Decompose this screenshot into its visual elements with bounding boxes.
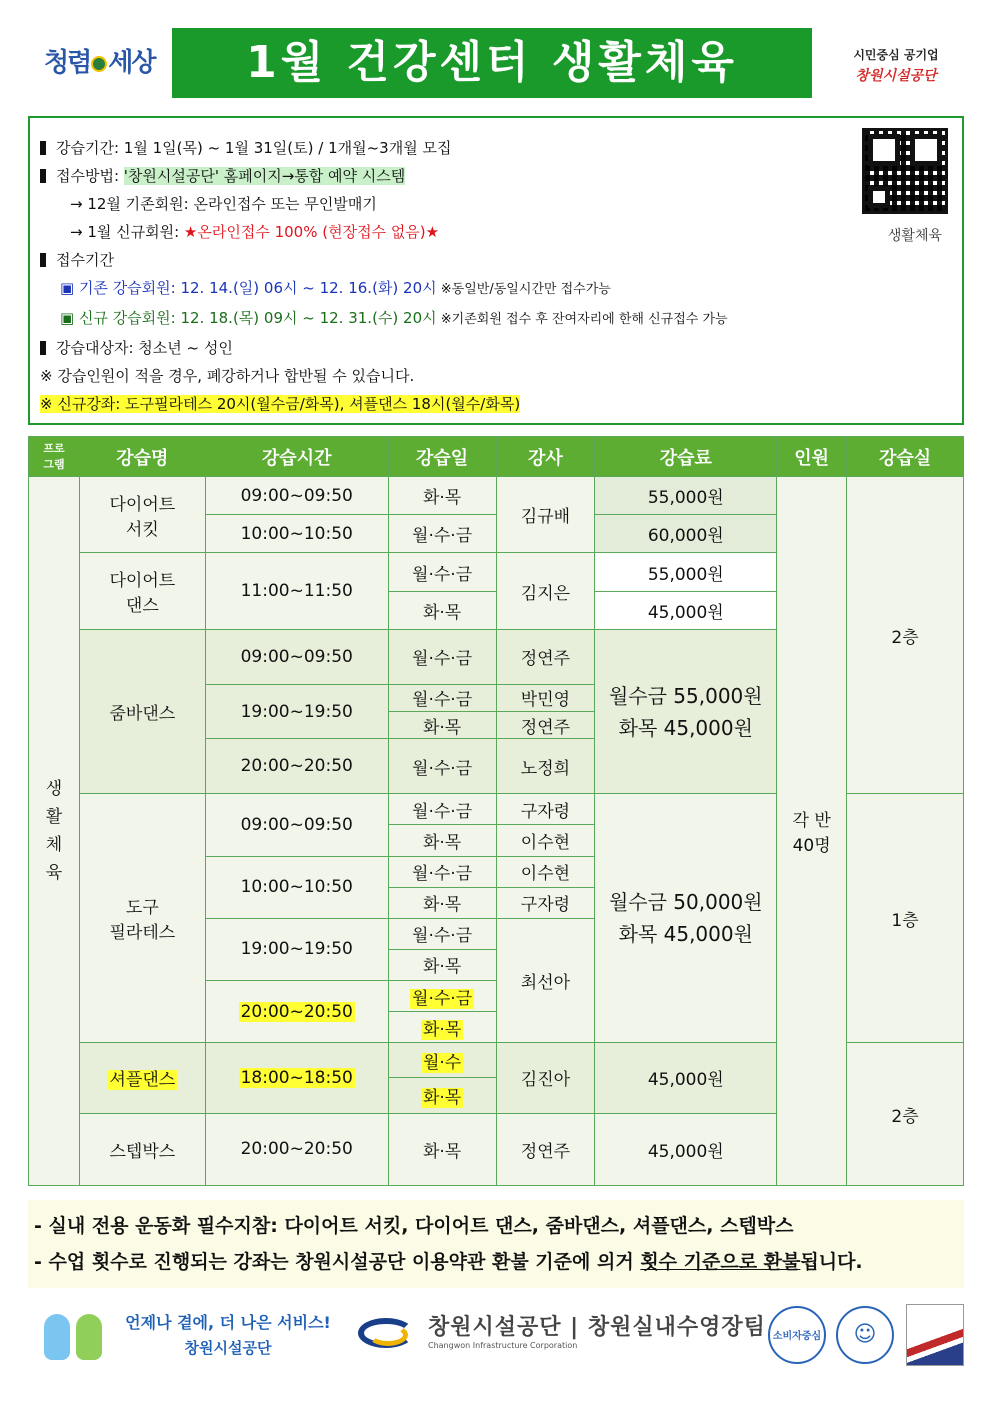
class-time: 19:00~19:50 bbox=[205, 684, 388, 738]
class-name-pilates: 도구 필라테스 bbox=[79, 794, 205, 1043]
class-name-zumba: 줌바댄스 bbox=[79, 629, 205, 794]
page-title: 1월 건강센터 생활체육 bbox=[172, 28, 812, 98]
header-capacity: 인원 bbox=[777, 437, 847, 477]
class-day: 월·수·금 bbox=[388, 794, 496, 825]
class-time: 10:00~10:50 bbox=[205, 856, 388, 918]
info-existing-reg bbox=[40, 274, 952, 304]
ci-sub: Changwon Infrastructure Corporation bbox=[428, 1341, 578, 1350]
new-reg-note: ※기존회원 접수 후 잔여자리에 한해 신규접수 가능 bbox=[436, 312, 728, 327]
class-instructor: 이수현 bbox=[496, 825, 595, 856]
header-name: 강습명 bbox=[79, 437, 205, 477]
class-fee: 45,000원 bbox=[595, 591, 777, 629]
class-fee-zumba: 월수금 55,000원 화목 45,000원 bbox=[595, 629, 777, 794]
class-instructor: 구자령 bbox=[496, 794, 595, 825]
class-fee: 45,000원 bbox=[595, 1043, 777, 1113]
class-time-new: 20:00~20:50 bbox=[205, 981, 388, 1043]
info-period bbox=[40, 134, 952, 162]
class-instructor: 박민영 bbox=[496, 684, 595, 711]
integrity-emblem-icon bbox=[91, 56, 107, 72]
bullet-icon bbox=[40, 141, 46, 155]
class-day: 월·수·금 bbox=[388, 739, 496, 794]
class-day: 월·수·금 bbox=[388, 918, 496, 949]
room-2f-upper: 2층 bbox=[847, 477, 964, 794]
class-time: 20:00~20:50 bbox=[205, 1113, 388, 1186]
logo-text-left: 청렴 bbox=[44, 48, 91, 78]
footer-slogan bbox=[118, 1310, 338, 1358]
bullet-icon bbox=[40, 169, 46, 183]
footer bbox=[28, 1300, 964, 1370]
info-new-reg bbox=[40, 304, 952, 334]
new-reg-period: ▣ 신규 강습회원: 12. 18.(목) 09시 ~ 12. 31.(수) 20시 bbox=[60, 309, 437, 327]
class-time: 19:00~19:50 bbox=[205, 918, 388, 980]
reg-title-text: 접수기간 bbox=[56, 251, 114, 269]
qr-code-icon[interactable] bbox=[862, 128, 948, 214]
class-day: 월·수·금 bbox=[388, 629, 496, 684]
slogan-text: 언제나 곁에, 더 나은 서비스! bbox=[125, 1313, 331, 1332]
class-instructor: 이수현 bbox=[496, 856, 595, 887]
corporation-ci-text bbox=[428, 1310, 766, 1350]
room-1f: 1층 bbox=[847, 794, 964, 1043]
class-instructor: 김지은 bbox=[496, 553, 595, 629]
class-time: 11:00~11:50 bbox=[205, 553, 388, 629]
class-time-new: 18:00~18:50 bbox=[205, 1043, 388, 1113]
info-notice: ※ 강습인원이 적을 경우, 폐강하거나 합반될 수 있습니다. bbox=[40, 367, 415, 385]
note-shoes: - 실내 전용 운동화 필수지참: 다이어트 서킷, 다이어트 댄스, 줌바댄스, 셔플댄스, 스텝박스 bbox=[34, 1215, 794, 1237]
class-instructor: 구자령 bbox=[496, 887, 595, 918]
class-fee: 45,000원 bbox=[595, 1113, 777, 1186]
class-instructor: 정연주 bbox=[496, 712, 595, 739]
header-instructor: 강사 bbox=[496, 437, 595, 477]
class-day: 월·수·금 bbox=[388, 515, 496, 553]
header-time: 강습시간 bbox=[205, 437, 388, 477]
class-day: 화·목 bbox=[388, 887, 496, 918]
mascot-icon bbox=[44, 1308, 110, 1364]
header-day: 강습일 bbox=[388, 437, 496, 477]
class-day-new: 월·수·금 bbox=[388, 981, 496, 1012]
program-category: 생 활 체 육 bbox=[29, 477, 80, 1186]
period-text: 강습기간: 1월 1일(목) ~ 1월 31일(토) / 1개월~3개월 모집 bbox=[56, 139, 452, 157]
note-refund: - 수업 횟수로 진행되는 강좌는 창원시설공단 이용약관 환불 기준에 의거 횟수 기준으로 환불됩니다. bbox=[34, 1251, 863, 1273]
existing-reg-note: ※동일반/동일시간만 접수가능 bbox=[436, 282, 611, 297]
class-instructor: 김규배 bbox=[496, 477, 595, 553]
ci-main: 창원시설공단 | 창원실내수영장팀 bbox=[428, 1315, 766, 1340]
header-fee: 강습료 bbox=[595, 437, 777, 477]
slogan-corp: 창원시설공단 bbox=[184, 1339, 272, 1357]
class-day: 화·목 bbox=[388, 477, 496, 515]
class-name-diet-dance: 다이어트 댄스 bbox=[79, 553, 205, 629]
corporation-slogan: 시민중심 공기업 bbox=[853, 48, 939, 62]
class-time: 09:00~09:50 bbox=[205, 629, 388, 684]
class-name-diet-circuit: 다이어트 서킷 bbox=[79, 477, 205, 553]
new-course-text: ※ 신규강좌: 도구필라테스 20시(월수금/화목), 셔플댄스 18시(월수/화목) bbox=[40, 395, 521, 413]
class-name-step-box: 스텝박스 bbox=[79, 1113, 205, 1186]
target-text: 강습대상자: 청소년 ~ 성인 bbox=[56, 339, 233, 357]
class-time: 09:00~09:50 bbox=[205, 794, 388, 856]
method-label: 접수방법: bbox=[56, 167, 124, 185]
class-day-new: 월·수 bbox=[388, 1043, 496, 1078]
class-capacity: 각 반 40명 bbox=[777, 477, 847, 1186]
class-instructor: 정연주 bbox=[496, 629, 595, 684]
class-fee: 55,000원 bbox=[595, 553, 777, 591]
corporation-logo bbox=[828, 46, 964, 85]
info-new-method bbox=[40, 218, 952, 246]
corporation-name: 창원시설공단 bbox=[855, 68, 937, 84]
info-method bbox=[40, 162, 952, 190]
class-day: 화·목 bbox=[388, 591, 496, 629]
consumer-centered-badge-icon: 소비자중심 bbox=[768, 1306, 826, 1364]
class-instructor: 김진아 bbox=[496, 1043, 595, 1113]
room-2f-lower: 2층 bbox=[847, 1043, 964, 1186]
corporation-ci-icon bbox=[358, 1314, 418, 1354]
existing-reg-period: ▣ 기존 강습회원: 12. 14.(일) 06시 ~ 12. 16.(화) 20시 bbox=[60, 279, 437, 297]
info-target bbox=[40, 334, 952, 362]
schedule-table bbox=[28, 436, 964, 1186]
qr-label: 생활체육 bbox=[887, 228, 942, 244]
info-reg-title bbox=[40, 246, 952, 274]
class-fee-pilates: 월수금 50,000원 화목 45,000원 bbox=[595, 794, 777, 1043]
class-day-new: 화·목 bbox=[388, 1078, 496, 1113]
bullet-icon bbox=[40, 341, 46, 355]
new-method-highlight: ★온라인접수 100% (현장접수 없음)★ bbox=[183, 223, 440, 241]
notes-box bbox=[28, 1200, 964, 1288]
class-day: 화·목 bbox=[388, 825, 496, 856]
table-row bbox=[29, 477, 964, 515]
class-fee: 60,000원 bbox=[595, 515, 777, 553]
new-method-label: → 1월 신규회원: bbox=[70, 223, 184, 241]
class-instructor: 최선아 bbox=[496, 918, 595, 1042]
header bbox=[28, 28, 964, 100]
service-certification-badge-icon bbox=[906, 1304, 964, 1366]
table-header-row bbox=[29, 437, 964, 477]
integrity-logo bbox=[44, 42, 154, 79]
class-fee: 55,000원 bbox=[595, 477, 777, 515]
class-name-shuffle: 셔플댄스 bbox=[79, 1043, 205, 1113]
human-rights-badge-icon: ☺ bbox=[836, 1306, 894, 1364]
class-time: 09:00~09:50 bbox=[205, 477, 388, 515]
class-day-new: 화·목 bbox=[388, 1012, 496, 1043]
class-day: 화·목 bbox=[388, 949, 496, 980]
class-day: 월·수·금 bbox=[388, 684, 496, 711]
class-instructor: 노정희 bbox=[496, 739, 595, 794]
class-day: 월·수·금 bbox=[388, 856, 496, 887]
method-highlight: '창원시설공단' 홈페이지→통합 예약 시스템 bbox=[123, 167, 406, 185]
header-program: 프로 그램 bbox=[29, 437, 80, 477]
class-day: 화·목 bbox=[388, 712, 496, 739]
bullet-icon bbox=[40, 253, 46, 267]
class-time: 10:00~10:50 bbox=[205, 515, 388, 553]
class-instructor: 정연주 bbox=[496, 1113, 595, 1186]
class-time: 20:00~20:50 bbox=[205, 739, 388, 794]
class-day: 월·수·금 bbox=[388, 553, 496, 591]
class-day: 화·목 bbox=[388, 1113, 496, 1186]
info-box bbox=[28, 116, 964, 425]
logo-text-right: 세상 bbox=[108, 48, 155, 78]
info-new-course bbox=[40, 390, 952, 418]
info-existing-method: → 12월 기존회원: 온라인접수 또는 무인발매기 bbox=[70, 195, 377, 213]
header-room: 강습실 bbox=[847, 437, 964, 477]
